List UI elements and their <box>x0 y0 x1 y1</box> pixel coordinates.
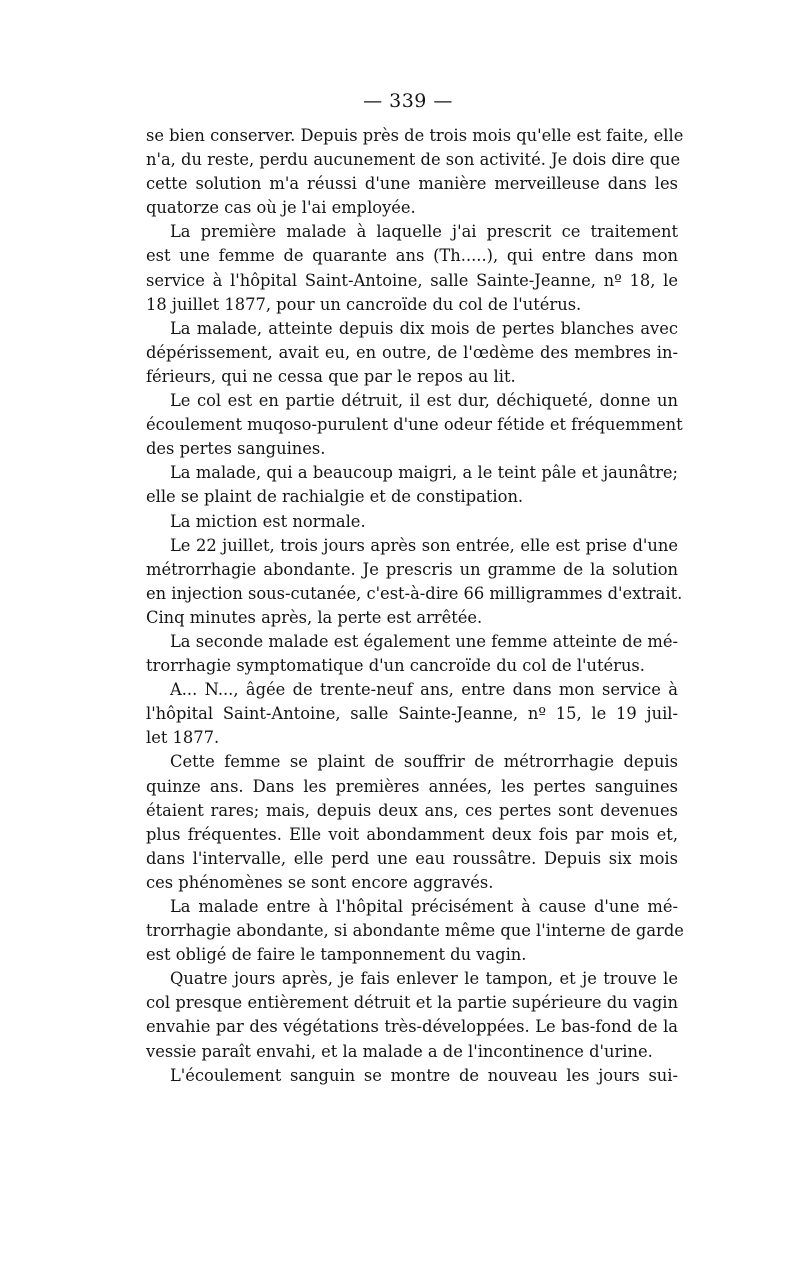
text-line: A... N..., âgée de trente-neuf ans, entre dans mon service à <box>170 680 678 700</box>
page-number: — 339 — <box>363 90 453 112</box>
text-line: ces phénomènes se sont encore aggravés. <box>146 872 494 892</box>
paragraph <box>146 510 678 534</box>
paragraph <box>146 895 684 967</box>
text-line: écoulement muqoso-purulent d'une odeur fétide et fréquemment <box>146 415 683 435</box>
body-text <box>146 124 684 1088</box>
text-line: elle se plaint de rachialgie et de constipation. <box>146 487 524 507</box>
text-line: trorrhagie abondante, si abondante même que l'interne de garde <box>146 921 684 941</box>
text-line: La miction est normale. <box>170 511 366 531</box>
text-line: métrorrhagie abondante. Je prescris un gramme de la solution <box>146 559 678 579</box>
text-line: service à l'hôpital Saint-Antoine, salle Sainte-Jeanne, nº 18, le <box>146 270 678 290</box>
text-line: Cinq minutes après, la perte est arrêtée. <box>146 607 483 627</box>
paragraph <box>146 967 678 1063</box>
text-line: en injection sous-cutanée, c'est-à-dire 66 milligrammes d'extrait. <box>146 583 683 603</box>
text-line: Le 22 juillet, trois jours après son entrée, elle est prise d'une <box>170 535 678 555</box>
paragraph <box>146 220 678 316</box>
paragraph <box>146 461 678 509</box>
text-line: quatorze cas où je l'ai employée. <box>146 198 416 218</box>
text-line: quinze ans. Dans les premières années, les pertes sanguines <box>146 776 678 796</box>
text-line: est obligé de faire le tamponnement du vagin. <box>146 945 527 965</box>
paragraph <box>146 389 683 461</box>
paragraph <box>146 630 678 678</box>
text-line: n'a, du reste, perdu aucunement de son activité. Je dois dire que <box>146 150 681 170</box>
text-line: des pertes sanguines. <box>146 439 326 459</box>
text-line: La seconde malade est également une femme atteinte de mé- <box>170 631 678 651</box>
text-line: se bien conserver. Depuis près de trois mois qu'elle est faite, elle <box>146 126 684 145</box>
text-line: L'écoulement sanguin se montre de nouveau les jours sui- <box>170 1065 678 1085</box>
paragraph <box>146 124 684 220</box>
text-line: férieurs, qui ne cessa que par le repos au lit. <box>146 366 516 386</box>
text-line: let 1877. <box>146 728 220 748</box>
paragraph <box>146 678 678 750</box>
text-line: trorrhagie symptomatique d'un cancroïde du col de l'utérus. <box>146 656 645 676</box>
text-line: La malade, atteinte depuis dix mois de pertes blanches avec <box>170 318 678 338</box>
text-line: Cette femme se plaint de souffrir de métrorrhagie depuis <box>170 752 678 772</box>
text-line: col presque entièrement détruit et la partie supérieure du vagin <box>146 993 678 1013</box>
text-line: plus fréquentes. Elle voit abondamment deux fois par mois et, <box>146 824 678 844</box>
text-line: 18 juillet 1877, pour un cancroïde du col de l'utérus. <box>146 294 582 314</box>
paragraph <box>146 750 678 895</box>
text-line: est une femme de quarante ans (Th.....), qui entre dans mon <box>146 246 678 266</box>
text-line: vessie paraît envahi, et la malade a de l'incontinence d'urine. <box>146 1041 653 1061</box>
text-line: envahie par des végétations très-développées. Le bas-fond de la <box>146 1017 678 1037</box>
text-line: étaient rares; mais, depuis deux ans, ces pertes sont devenues <box>146 800 678 820</box>
text-line: Le col est en partie détruit, il est dur, déchiqueté, donne un <box>170 391 678 411</box>
paragraph <box>146 317 678 389</box>
text-line: La première malade à laquelle j'ai prescrit ce traitement <box>170 222 678 242</box>
text-line: Quatre jours après, je fais enlever le tampon, et je trouve le <box>170 969 678 989</box>
text-line: l'hôpital Saint-Antoine, salle Sainte-Jeanne, nº 15, le 19 juil- <box>146 704 678 724</box>
text-line: dans l'intervalle, elle perd une eau roussâtre. Depuis six mois <box>146 848 678 868</box>
text-line: dépérissement, avait eu, en outre, de l'œdème des membres in- <box>146 342 678 362</box>
paragraph <box>146 1064 678 1088</box>
text-line: cette solution m'a réussi d'une manière merveilleuse dans les <box>146 174 678 194</box>
text-line: La malade entre à l'hôpital précisément à cause d'une mé- <box>170 897 678 916</box>
text-line: La malade, qui a beaucoup maigri, a le teint pâle et jaunâtre; <box>170 463 678 483</box>
paragraph <box>146 534 683 630</box>
